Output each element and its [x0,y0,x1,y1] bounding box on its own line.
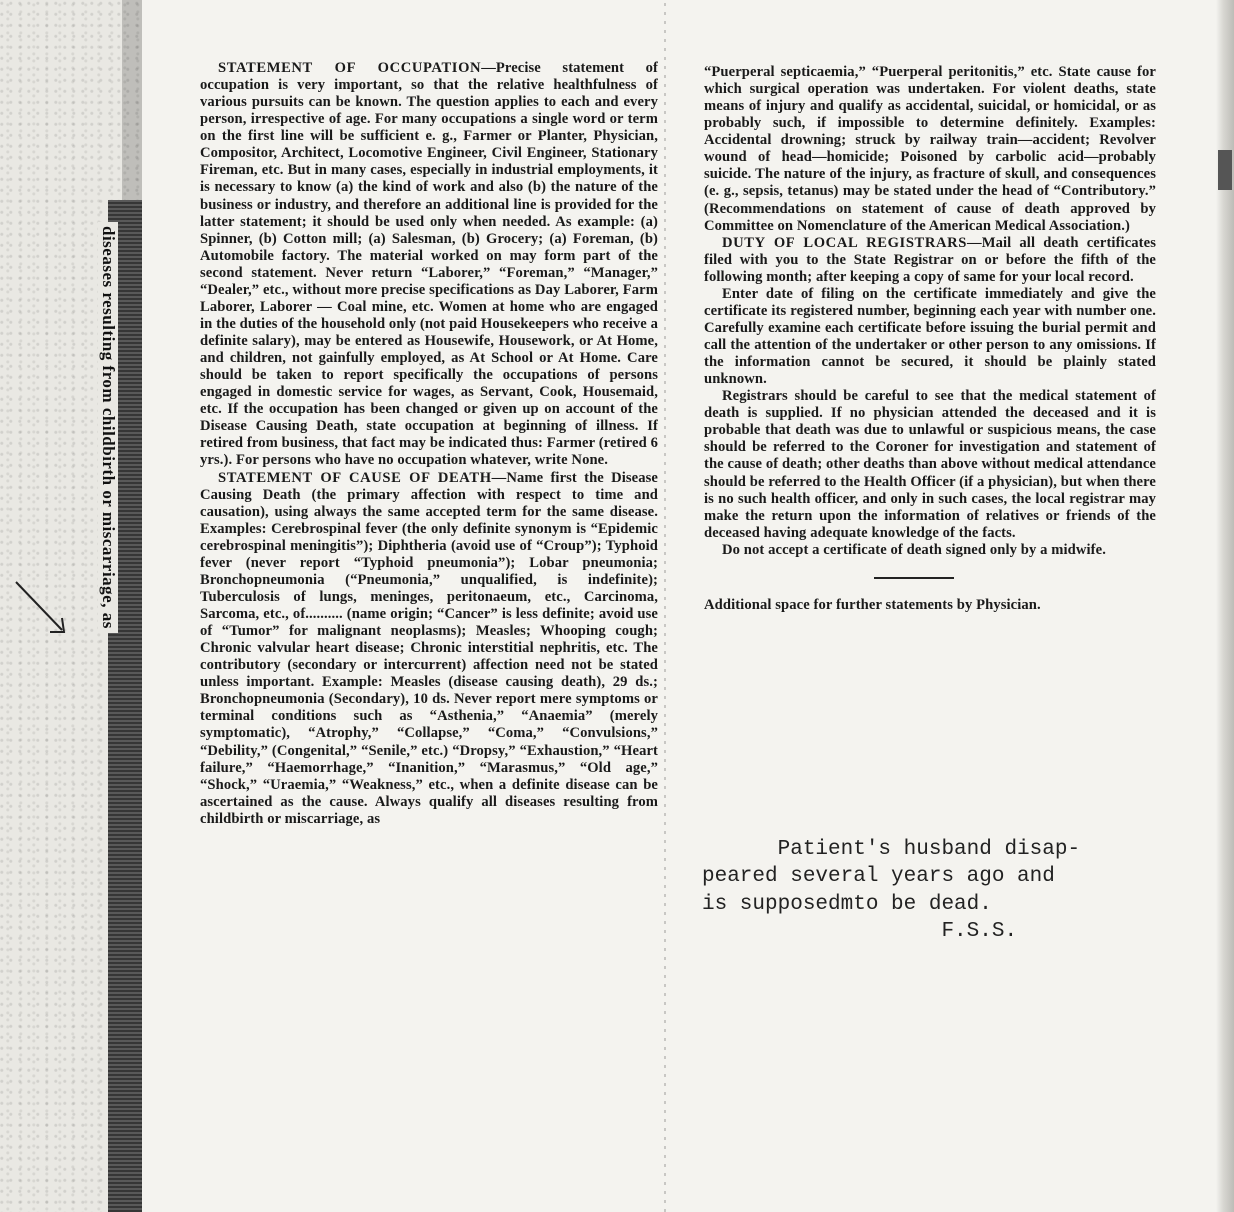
registrars-paragraph-4: Do not accept a certificate of death signed only by a midwife. [722,541,1106,558]
occupation-heading: STATEMENT OF OCCUPATION [218,60,482,76]
document-page [142,0,1216,1212]
scan-right-edge [1216,0,1234,1212]
left-column [200,60,658,828]
typed-line-1: Patient's husband disap- [702,838,1081,861]
typed-line-4: F.S.S. [702,919,1018,943]
registrars-heading: DUTY OF LOCAL REGISTRARS [722,234,967,251]
cause-continued: “Puerperal septicaemia,” “Puerperal peritonitis,” etc. State cause for which surgical operation was undertaken. For violent deaths, state means of injury and qualify as accidental, suicidal, or homicidal, or as probably such, if impossible to determine definitely. Examples: Accidental drowning; struck by railway train—accident; Revolver wound of head—homicide; Poisoned by carbolic acid—probably suicide. The nature of the injury, as fracture of skull, and consequences (e. g., sepsis, tetanus) may be stated under the head of “Contributory.” (Recommendations on statement of cause of death approved by Committee on Nomenclature of the American Medical Association.) [704,64,1156,234]
occupation-body: —Precise statement of occupation is very important, so that the relative healthfulness of various pursuits can be known. The question applies to each and every person, irrespective of age. For many occupations a single word or term on the first line will be sufficient e. g., Farmer or Planter, Physician, Compositor, Architect, Locomotive Engineer, Civil Engineer, Stationary Fireman, etc. But in many cases, especially in industrial employments, it is necessary to know (a) the kind of work and also (b) the nature of the business or industry, and therefore an additional line is provided for the latter statement; it should be used only when needed. As example: (a) Spinner, (b) Cotton mill; (a) Salesman, (b) Grocery; (a) Foreman, (b) Automobile factory. The material worked on may form part of the second statement. Never return “Laborer,” “Foreman,” “Manager,” “Dealer,” etc., without more precise specifications as Day Laborer, Farm Laborer, Laborer — Coal mine, etc. Women at home who are engaged in the duties of the household only (not paid Housekeepers who receive a definite salary), may be entered as Housewife, Housework, or At Home, and children, not gainfully employed, as At School or At Home. Care should be taken to report specifically the occupations of persons engaged in domestic service for wages, as Servant, Cook, Housemaid, etc. If the occupation has been changed or given up on account of the Disease Causing Death, state occupation at beginning of illness. If retired from business, that fact may be indicated thus: Farmer (retired 6 yrs.). For persons who have no occupation whatever, write None. [200,60,658,469]
registrars-body: —Mail all death certificates filed with you to the State Registrar on or before the fifth of the following month; after keeping a copy of same for your local record. [704,234,1156,285]
typed-line-3: is supposedmto be dead. [702,892,992,916]
occupation-paragraph [200,60,658,470]
arrow-icon [14,580,70,640]
scan-shadow [122,0,142,200]
registrars-paragraph [704,235,1156,286]
cause-paragraph [200,470,658,828]
scan-left-edge [0,0,142,1212]
scan-notch [1218,150,1232,190]
registrars-paragraph-3: Registrars should be careful to see that the medical statement of death is supplied. If no physician attended the deceased and it is probable that death was due to unlawful or suspicious means, the case should be referred to the Coroner for investigation and statement of the cause of death; other deaths than above without medical attendance should be referred to the Health Officer (if a physician), but when there is no such health officer, and only in such cases, the local registrar may make the return upon the information of relatives or friends of the deceased having adequate knowledge of the facts. [704,388,1156,541]
additional-space-label: Additional space for further statements by Physician. [704,596,1041,613]
cause-heading: STATEMENT OF CAUSE OF DEATH [218,469,492,486]
section-rule [874,577,954,579]
column-divider [664,0,666,1212]
right-column [704,64,1156,614]
cause-body: —Name first the Disease Causing Death (the primary affection with respect to time and causation), using always the same accepted term for the same disease. Examples: Cerebrospinal fever (the only definite synonym is “Epidemic cerebrospinal meningitis”); Diphtheria (avoid use of “Croup”); Typhoid fever (never report “Typhoid pneumonia”); Lobar pneumonia; Bronchopneumonia (“Pneumonia,” unqualified, is indefinite); Tuberculosis of lungs, meninges, peritonaeum, etc., Carcinoma, Sarcoma, etc., of.......... (name origin; “Cancer” is less definite; avoid use of “Tumor” for malignant neoplasms); Measles; Whooping cough; Chronic valvular heart disease; Chronic interstitial nephritis, etc. The contributory (secondary or intercurrent) affection need not be stated unless important. Example: Measles (disease causing death), 29 ds.; Bronchopneumonia (Secondary), 10 ds. Never report mere symptoms or terminal conditions such as “Asthenia,” “Anaemia” (merely symptomatic), “Atrophy,” “Collapse,” “Coma,” “Convulsions,” “Debility,” (Congenital,” “Senile,” etc.) “Dropsy,” “Exhaustion,” “Heart failure,” “Haemorrhage,” “Inanition,” “Marasmus,” “Old age,” “Shock,” “Uraemia,” “Weakness,” etc., when a definite disease can be ascertained as the cause. Always qualify all diseases resulting from childbirth or miscarriage, as [200,469,658,827]
typed-note [702,836,1182,945]
typed-line-2: peared several years ago and [702,865,1055,889]
side-fragment-text: diseases resulting from childbirth or miscarriage, as [98,222,118,633]
registrars-paragraph-2: Enter date of filing on the certificate immediately and give the certificate its registered number, beginning each year with number one. Carefully examine each certificate before issuing the burial permit and call the attention of the undertaker or other person to any omissions. If the information cannot be secured, it should be plainly stated unknown. [704,285,1156,388]
